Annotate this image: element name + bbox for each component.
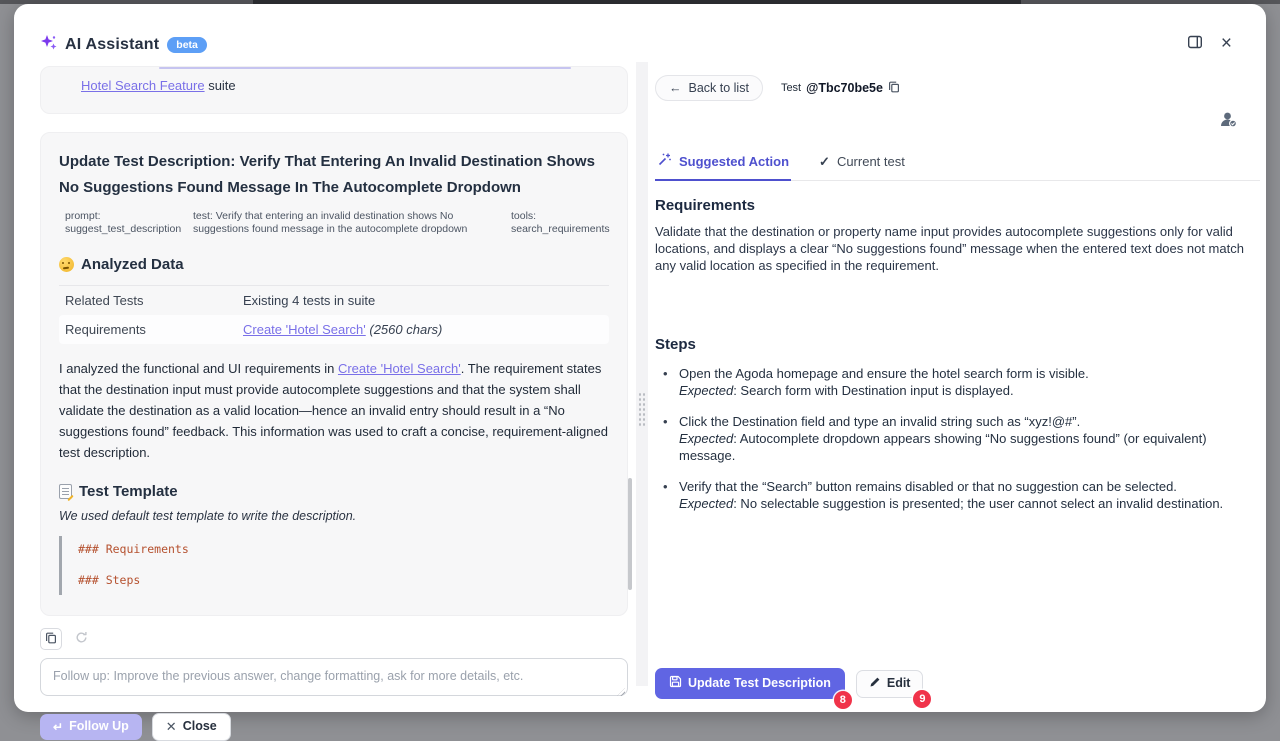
test-template-heading: Test Template [59, 483, 609, 500]
followup-input[interactable] [40, 658, 628, 696]
update-test-description-button[interactable]: Update Test Description 8 [655, 668, 845, 699]
close-icon: × [1220, 32, 1232, 54]
divider-drag-handle[interactable] [638, 392, 646, 428]
panel-divider [636, 62, 648, 686]
tab-current-test[interactable]: ✓ Current test [817, 148, 907, 180]
annotation-badge-9: 9 [913, 690, 931, 708]
chars-note: (2560 chars) [369, 322, 443, 337]
code-line: ### Requirements [78, 542, 189, 556]
pencil-icon [869, 676, 881, 692]
step-expected: : No selectable suggestion is presented; the user cannot select an invalid destination. [733, 496, 1224, 511]
meta-tools: tools: search_requirements [511, 210, 610, 235]
test-label: Test [780, 82, 802, 94]
beta-badge: beta [167, 37, 207, 54]
template-note: We used default test template to write the description. [59, 509, 357, 523]
copy-icon [45, 632, 57, 647]
detail-tabs [655, 148, 1260, 181]
meta-prompt: prompt: suggest_test_description [65, 210, 182, 235]
requirement-link-inline[interactable]: Create 'Hotel Search' [337, 361, 461, 376]
memo-emoji-icon [59, 484, 72, 499]
step-item: • Verify that the “Search” button remains disabled or that no suggestion can be selected. Expected: No selectable suggestion is presented; the user cannot select an invalid destination. [655, 478, 1244, 512]
requirement-link[interactable]: Create 'Hotel Search' [243, 322, 366, 337]
step-item: • Click the Destination field and type an invalid string such as “xyz!@#”. Expected: Autocomplete dropdown appears showing “No suggestions found” (or equivalent) message. [655, 413, 1244, 464]
analyzed-data-heading: Analyzed Data [59, 256, 609, 273]
row-label: Requirements [65, 322, 146, 337]
step-action: Open the Agoda homepage and ensure the hotel search form is visible. [679, 366, 1089, 381]
panel-layout-icon [1187, 34, 1203, 53]
tab-suggested-action[interactable]: Suggested Action [655, 148, 791, 181]
ai-assistant-modal [14, 4, 1266, 734]
suite-suffix: suite [204, 78, 236, 93]
code-line: ### Steps [78, 573, 141, 587]
context-message-card [40, 66, 628, 114]
annotation-badge-8: 8 [834, 691, 852, 709]
prompt-meta [65, 210, 610, 236]
row-label: Related Tests [65, 293, 144, 308]
back-arrow-icon: ← [669, 81, 682, 95]
chat-panel [40, 62, 628, 741]
close-modal-button[interactable] [1220, 32, 1232, 54]
close-chat-button[interactable]: ✕ Close [152, 713, 231, 741]
sparkles-icon [40, 34, 57, 56]
step-expected: : Autocomplete dropdown appears showing “No suggestions found” (or equivalent) message. [679, 431, 1207, 463]
chat-scrollbar-thumb[interactable] [628, 478, 632, 590]
suite-link[interactable]: Hotel Search Feature [81, 78, 205, 93]
step-action: Verify that the “Search” button remains disabled or that no suggestion can be selected. [679, 479, 1177, 494]
back-to-list-button[interactable]: ← Back to list [655, 75, 763, 101]
panel-toggle-button[interactable] [1187, 34, 1203, 53]
row-value: Existing 4 tests in suite [243, 293, 376, 308]
step-item: • Open the Agoda homepage and ensure the hotel search form is visible. Expected: Search form with Destination input is displayed. [655, 365, 1244, 399]
test-id: @Tbc70be5e [806, 81, 883, 95]
refresh-icon [75, 631, 88, 647]
requirements-heading: Requirements [655, 197, 756, 214]
close-icon: ✕ [165, 719, 177, 734]
edit-button[interactable]: Edit 9 [856, 670, 924, 698]
test-detail-panel [648, 62, 1260, 712]
copy-response-button[interactable] [40, 628, 62, 650]
step-action: Click the Destination field and type an invalid string such as “xyz!@#”. [679, 414, 1081, 429]
requirements-text: Validate that the destination or property name input provides autocomplete suggestions only for valid locations, and displays a clear “No suggestions found” message when the entered text does not match any valid location as specified in the requirement. [655, 224, 1244, 273]
modal-header [40, 34, 1232, 60]
check-icon: ✓ [819, 153, 830, 169]
copy-icon [888, 81, 900, 96]
message-title: Update Test Description: Verify That Entering An Invalid Destination Shows No Suggestions Found Message In The Autocomplete Dropdown [59, 153, 595, 196]
regenerate-button[interactable] [70, 628, 92, 650]
analysis-paragraph: I analyzed the functional and UI requirements in Create 'Hotel Search'. The requirement states that the destination input must provide autocomplete suggestions and that the system shall validate the destination as a valid location—hence an invalid entry should result in a “No suggestions found” feedback. This information was used to craft a concise, requirement-aligned test description. [59, 361, 608, 460]
copy-test-id-button[interactable] [888, 81, 900, 96]
table-row-related-tests [59, 286, 609, 315]
steps-list [655, 365, 1244, 512]
clipped-content-line [159, 67, 571, 69]
follow-up-button[interactable]: ↵ Follow Up [40, 714, 142, 740]
steps-heading: Steps [655, 336, 696, 353]
brand [40, 34, 1232, 56]
user-verified-avatar-icon [1219, 110, 1238, 134]
enter-icon: ↵ [53, 719, 64, 734]
save-icon [669, 675, 682, 692]
page-title: AI Assistant [65, 36, 160, 53]
assistant-message-card [40, 132, 628, 616]
thinking-emoji-icon [59, 257, 74, 272]
magic-wand-icon [657, 152, 672, 170]
step-expected: : Search form with Destination input is displayed. [733, 383, 1014, 398]
table-row-requirements [59, 315, 609, 344]
meta-test: test: Verify that entering an invalid destination shows No suggestions found message in the autocomplete dropdown [193, 210, 468, 235]
template-code-block [59, 536, 609, 595]
